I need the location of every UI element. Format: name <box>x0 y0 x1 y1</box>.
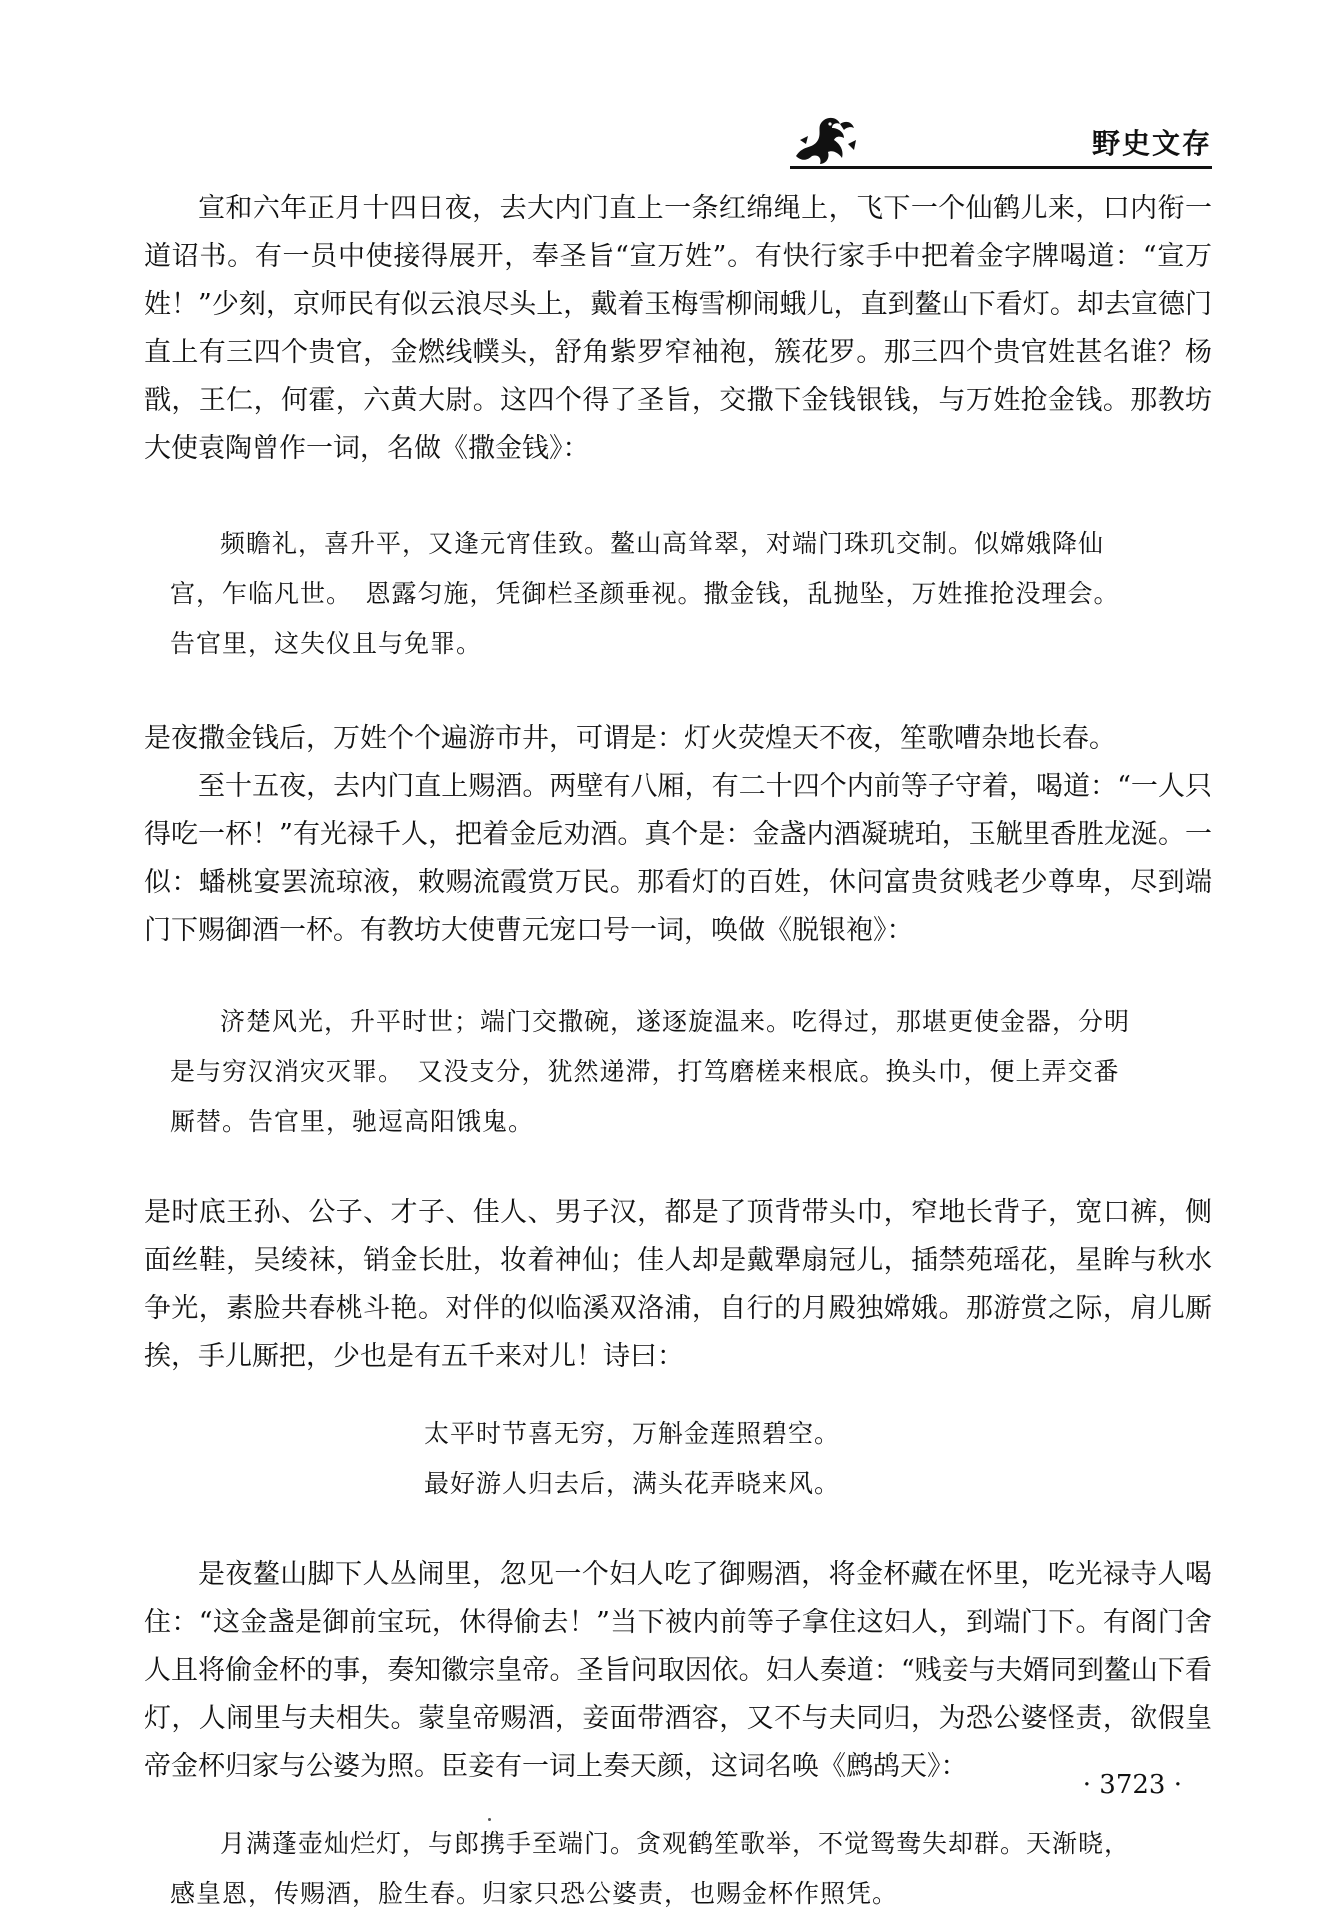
spacer <box>144 1147 1212 1189</box>
spacer <box>144 1381 1212 1409</box>
spacer <box>144 955 1212 997</box>
page-number: · 3723 · <box>1082 1770 1182 1800</box>
paragraph-2: 是夜撒金钱后，万姓个个遍游市井，可谓是：灯火荧煌天不夜，笙歌嘈杂地长春。 <box>144 723 1116 754</box>
spacer <box>144 473 1212 519</box>
paragraph-5: 是夜鳌山脚下人丛闹里，忽见一个妇人吃了御赐酒，将金杯藏在怀里，吃光禄寺人喝住：“这金盏是御前宝玩，休得偷去！”当下被内前等子拿住这妇人，到端门下。有阁门舍人且将偷金杯的事，奏知徽宗皇帝。圣旨问取因依。妇人奏道：“贱妾与夫婿同到鳌山下看灯，人闹里与夫相失。蒙皇帝赐酒，妾面带酒容，又不与夫同归，为恐公婆怪责，欲假皇帝金杯归家与公婆为照。臣妾有一词上奏天颜，这词名唤《鹧鸪天》： <box>144 1559 1212 1782</box>
poem-line-2: 最好游人归去后，满头花弄晓来风。 <box>424 1469 841 1498</box>
body-text <box>144 185 1212 1919</box>
spacer <box>144 669 1212 715</box>
verse-zhegutian: 月满蓬壶灿烂灯，与郎携手至端门。贪观鹤笙歌举，不觉鸳鸯失却群。天渐晓，感皇恩，传赐酒，脸生春。归家只恐公婆责，也赐金杯作照凭。 <box>170 1829 1131 1908</box>
paragraph-1: 宣和六年正月十四日夜，去大内门直上一条红绵绳上，飞下一个仙鹤儿来，口内衔一道诏书。有一员中使接得展开，奉圣旨“宣万姓”。有快行家手中把着金字牌喝道：“宣万姓！”少刻，京师民有似云浪尽头上，戴着玉梅雪柳闹蛾儿，直到鳌山下看灯。却去宣德门直上有三四个贵官，金燃线幞头，舒角紫罗窄袖袍，簇花罗。那三四个贵官姓甚名谁？杨戬，王仁，何霍，六黄大尉。这四个得了圣旨，交撒下金钱银钱，与万姓抢金钱。那教坊大使袁陶曾作一词，名做《撒金钱》： <box>144 193 1212 464</box>
verse-sajinqian: 频瞻礼，喜升平，又逢元宵佳致。鳌山高耸翠，对端门珠玑交制。似嫦娥降仙宫，乍临凡世。 恩露匀施，凭御栏圣颜垂视。撒金钱，乱抛坠，万姓推抢没理会。告官里，这失仪且与免罪。 <box>170 529 1120 658</box>
paragraph-4: 是时底王孙、公子、才子、佳人、男子汉，都是了顶背带头巾，窄地长背子，宽口裤，侧面丝鞋，吴绫袜，销金长肚，妆着神仙；佳人却是戴犟扇冠儿，插禁苑瑶花，星眸与秋水争光，素脸共春桃斗艳。对伴的似临溪双洛浦，自行的月殿独嫦娥。那游赏之际，肩儿厮挨，手儿厮把，少也是有五千来对儿！诗曰： <box>144 1197 1212 1372</box>
spacer <box>144 1791 1212 1819</box>
verse-tuoyinpao: 济楚风光，升平时世；端门交撒碗，遂逐旋温来。吃得过，那堪更使金器，分明是与穷汉消灾灭罪。 又没支分，犹然递滞，打笃磨槎来根底。换头巾，便上弄交番厮替。告官里，驰逗高阳饿鬼。 <box>170 1007 1131 1136</box>
poem-line-1: 太平时节喜无穷，万斛金莲照碧空。 <box>424 1419 841 1448</box>
running-header <box>790 110 1212 168</box>
paragraph-3: 至十五夜，去内门直上赐酒。两壁有八厢，有二十四个内前等子守着，喝道：“一人只得吃一杯！”有光禄千人，把着金卮劝酒。真个是：金盏内酒凝琥珀，玉觥里香胜龙涎。一似：蟠桃宴罢流琼液，敕赐流霞赏万民。那看灯的百姓，休问富贵贫贱老少尊卑，尽到端门下赐御酒一杯。有教坊大使曹元宠口号一词，唤做《脱银袍》： <box>144 771 1212 946</box>
dragon-emblem-icon <box>790 110 860 168</box>
header-rule <box>790 166 1212 169</box>
scan-speck <box>488 1818 491 1821</box>
poem <box>144 1409 1212 1509</box>
running-header-title: 野史文存 <box>1091 127 1212 160</box>
spacer <box>144 1509 1212 1551</box>
